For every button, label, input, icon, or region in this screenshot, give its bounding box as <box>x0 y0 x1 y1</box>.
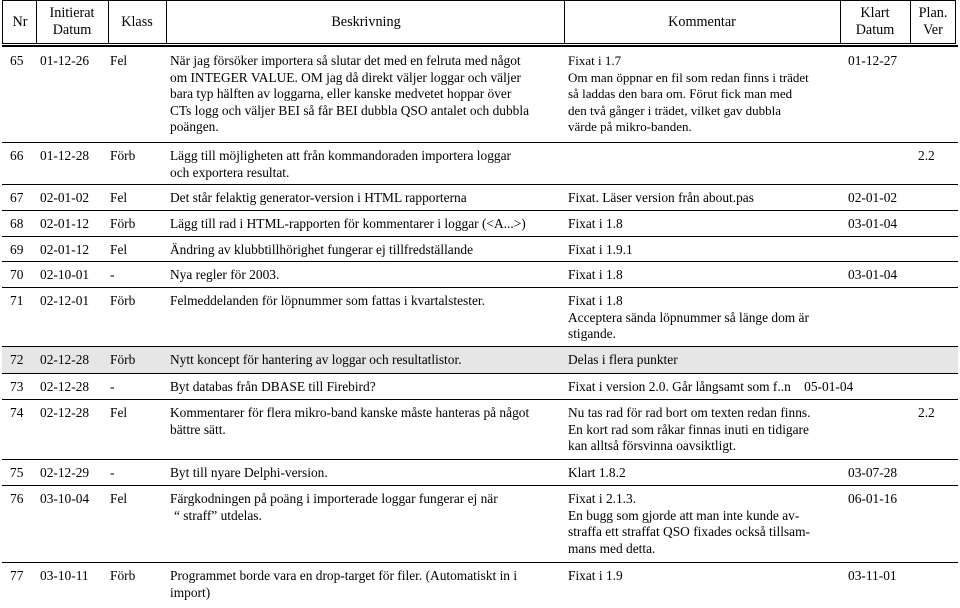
row-plan: 2.2 <box>918 148 935 163</box>
header-divider <box>36 0 37 44</box>
row-datum: 03-10-04 <box>40 491 90 506</box>
row-datum: 02-10-01 <box>40 267 90 282</box>
table-row <box>2 237 958 261</box>
table-row <box>2 288 958 346</box>
row-klass: - <box>110 267 115 282</box>
header-nr: Nr <box>12 13 28 30</box>
table-row <box>2 374 958 399</box>
row-klart: 02-01-02 <box>848 190 898 205</box>
row-datum: 02-01-12 <box>40 242 90 257</box>
row-plan: 2.2 <box>918 405 935 420</box>
row-kommentar: Fixat i 1.9 <box>568 568 623 583</box>
header-rule <box>2 45 958 47</box>
row-nr: 66 <box>10 148 24 163</box>
row-beskrivning: Byt till nyare Delphi-version. <box>170 465 328 480</box>
table-row <box>2 486 958 562</box>
row-nr: 71 <box>10 293 24 308</box>
row-datum: 02-01-12 <box>40 216 90 231</box>
row-kommentar: Fixat i 1.8 <box>568 216 623 231</box>
row-beskrivning: När jag försöker importera så slutar det med en felruta med något om INTEGER VALUE. OM jag då direkt väljer loggar och väljer bara typ hälften av loggarna, eller kanske medvetet hoppar över CTs logg och väljer BEI så får BEI dubbla QSO antalet och dubbla poängen. <box>170 53 530 134</box>
row-klass: Fel <box>110 491 128 506</box>
row-kommentar: Fixat i 2.1.3. En bugg som gjorde att man inte kunde av- straffa ett straffat QSO fixades också tillsam- mans med detta. <box>568 491 810 556</box>
header-beskrivning: Beskrivning <box>331 13 401 30</box>
row-kommentar: Delas i flera punkter <box>568 352 678 367</box>
row-datum: 03-10-11 <box>40 568 89 583</box>
row-datum: 02-12-28 <box>40 405 90 420</box>
row-klart: 03-01-04 <box>848 267 898 282</box>
row-kommentar: Fixat i 1.8 Acceptera sända löpnummer så länge dom är stigande. <box>568 293 809 341</box>
header-klart-datum: Klart Datum <box>855 5 895 38</box>
header-plan-ver: Plan. Ver <box>918 5 948 38</box>
row-klart: 03-07-28 <box>848 465 898 480</box>
row-klart: 06-01-16 <box>848 491 898 506</box>
table-header <box>2 0 958 44</box>
row-kommentar: Fixat. Läser version från about.pas <box>568 190 754 205</box>
header-divider <box>166 0 167 44</box>
row-klass: Förb <box>110 148 136 163</box>
row-nr: 74 <box>10 405 24 420</box>
row-klass: - <box>110 379 115 394</box>
table-row <box>2 48 958 142</box>
row-nr: 75 <box>10 465 24 480</box>
row-nr: 69 <box>10 242 24 257</box>
row-kommentar: Fixat i 1.8 <box>568 267 623 282</box>
row-kommentar: Fixat i 1.9.1 <box>568 242 633 257</box>
table-row <box>2 211 958 236</box>
row-kommentar: Klart 1.8.2 <box>568 465 626 480</box>
row-klass: Förb <box>110 293 136 308</box>
row-nr: 76 <box>10 491 24 506</box>
row-nr: 73 <box>10 379 24 394</box>
row-kommentar: Fixat i 1.7 Om man öppnar en fil som redan finns i trädet så laddas den bara om. Förut fick man med den två gånger i trädet, vilket gav dubbla värde på mikro-banden. <box>568 53 809 134</box>
header-klass: Klass <box>121 13 153 30</box>
row-beskrivning: Det står felaktig generator-version i HTML rapporterna <box>170 190 467 205</box>
row-klass: Fel <box>110 242 128 257</box>
row-nr: 67 <box>10 190 24 205</box>
row-beskrivning: Felmeddelanden för löpnummer som fattas i kvartalstester. <box>170 293 485 308</box>
row-nr: 68 <box>10 216 24 231</box>
row-klart: 03-11-01 <box>848 568 897 583</box>
row-datum: 01-12-26 <box>40 53 90 68</box>
table-row <box>2 347 958 373</box>
header-initierat-datum: Initierat Datum <box>49 5 95 38</box>
table-row <box>2 185 958 210</box>
header-divider <box>840 0 841 44</box>
row-beskrivning: Kommentarer för flera mikro-band kanske måste hanteras på något bättre sätt. <box>170 405 530 437</box>
row-nr: 70 <box>10 267 24 282</box>
row-nr: 77 <box>10 568 24 583</box>
row-nr: 65 <box>10 53 24 68</box>
table-row <box>2 400 958 459</box>
row-klass: - <box>110 465 115 480</box>
table-row <box>2 143 958 184</box>
row-kommentar: Nu tas rad för rad bort om texten redan finns. En kort rad som råkar finnas inuti en tidigare kan alltså försvinna oavsiktligt. <box>568 405 811 453</box>
row-klass: Förb <box>110 352 136 367</box>
header-kommentar: Kommentar <box>668 13 736 30</box>
table-row <box>2 563 958 608</box>
header-divider <box>108 0 109 44</box>
row-beskrivning: Nya regler för 2003. <box>170 267 280 282</box>
header-divider <box>564 0 565 44</box>
row-klass: Fel <box>110 53 128 68</box>
row-beskrivning: Lägg till rad i HTML-rapporten för kommentarer i loggar (<A...>) <box>170 216 526 231</box>
row-datum: 02-12-28 <box>40 352 90 367</box>
row-datum: 02-12-01 <box>40 293 90 308</box>
row-datum: 02-01-02 <box>40 190 90 205</box>
row-nr: 72 <box>10 352 24 367</box>
header-divider <box>910 0 911 44</box>
table-row <box>2 460 958 485</box>
row-klass: Fel <box>110 190 128 205</box>
row-klart: 03-01-04 <box>848 216 898 231</box>
table-row <box>2 262 958 287</box>
row-kommentar-klart: Fixat i version 2.0. Går långsamt som f..n 05-01-04 <box>568 379 854 394</box>
row-beskrivning: Programmet borde vara en drop-target för filer. (Automatiskt in i import) <box>170 568 518 600</box>
row-datum: 02-12-28 <box>40 379 90 394</box>
row-beskrivning: Byt databas från DBASE till Firebird? <box>170 379 376 394</box>
row-beskrivning: Lägg till möjligheten att från kommandoraden importera loggar och exportera resultat. <box>170 148 511 180</box>
row-datum: 01-12-28 <box>40 148 90 163</box>
row-klass: Förb <box>110 216 136 231</box>
row-beskrivning: Ändring av klubbtillhörighet fungerar ej tillfredställande <box>170 242 474 257</box>
row-klass: Fel <box>110 405 128 420</box>
row-beskrivning: Nytt koncept för hantering av loggar och resultatlistor. <box>170 352 462 367</box>
row-klass: Förb <box>110 568 136 583</box>
row-klart: 01-12-27 <box>848 53 898 68</box>
row-datum: 02-12-29 <box>40 465 90 480</box>
row-beskrivning: Färgkodningen på poäng i importerade loggar fungerar ej när “ straff” utdelas. <box>170 491 498 523</box>
